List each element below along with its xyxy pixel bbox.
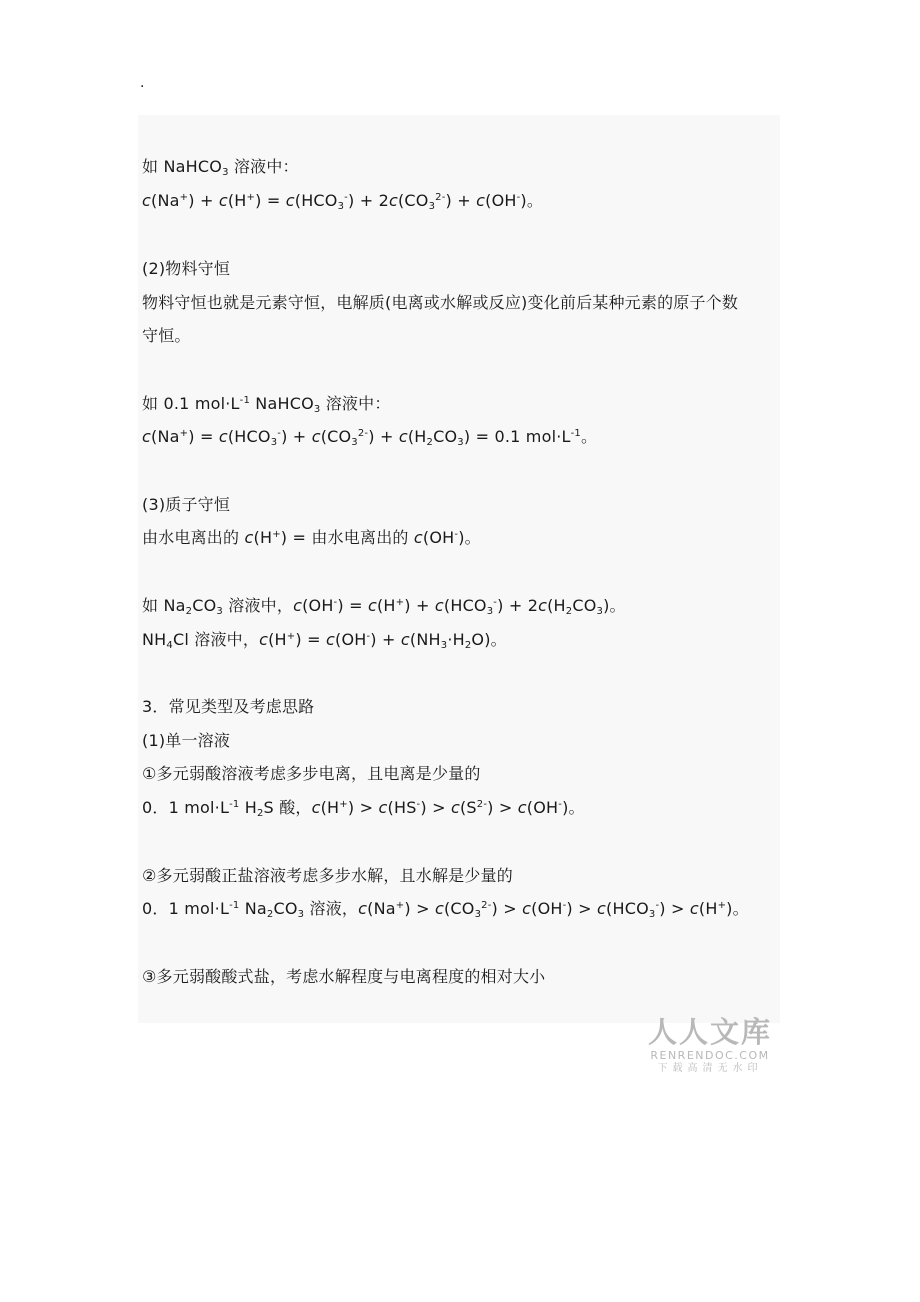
case2-example: 0．1 $mol\cdot L^{-1}$ $Na_2CO_3$ 溶液，$c(Na^+) > c(CO_3^{2-}) > c(OH^-) > c(HCO_3^-) > c(H^+)$。 <box>142 899 749 920</box>
material-balance-equation: $c(Na^+) = c(HCO_3^-) + c(CO_3^{2-}) + c(H_2CO_3) = 0.1$ $mol\cdot L^{-1}$。 <box>142 427 598 448</box>
material-example-intro: 如 0.1 $mol\cdot L^{-1}$ NaHCO$_3$ 溶液中： <box>142 394 391 415</box>
material-balance-definition: 物料守恒也就是元素守恒，电解质(电离或水解或反应)变化前后某种元素的原子个数 <box>142 293 739 312</box>
section-material-balance-title: (2)物料守恒 <box>142 259 231 278</box>
proton-balance-definition: 由水电离出的 c(H+) = 由水电离出的 c(OH-)。 <box>142 528 481 547</box>
case3-title: ③多元弱酸酸式盐，考虑水解程度与电离程度的相对大小 <box>142 967 546 986</box>
case1-example: 0．1 $mol\cdot L^{-1}$ $H_2S$ 酸，$c(H^+) > c(HS^-) > c(S^{2-}) > c(OH^-)$。 <box>142 798 585 819</box>
section-proton-balance-title: (3)质子守恒 <box>142 495 231 514</box>
case1-title: ①多元弱酸溶液考虑多步电离，且电离是少量的 <box>142 764 481 783</box>
material-balance-definition-cont: 守恒。 <box>142 326 191 345</box>
proton-example-na2co3: 如 $Na_2CO_3$ 溶液中，$c(OH^-) = c(H^+) + c(HCO_3^-) + 2c(H_2CO_3)$。 <box>142 596 626 617</box>
charge-example-intro: 如 NaHCO$_3$ 溶液中： <box>142 157 299 178</box>
charge-balance-equation: $c(Na^+) + c(H^+) = c(HCO_3^-) + 2c(CO_3^{2-}) + c(OH^-)$。 <box>142 191 544 212</box>
section-common-types-title: 3．常见类型及考虑思路 <box>142 697 315 716</box>
watermark-url: RENRENDOC.COM <box>650 1049 770 1062</box>
proton-example-nh4cl: $NH_4Cl$ 溶液中，$c(H^+) = c(OH^-) + c(NH_3\cdot H_2O)$。 <box>142 630 507 651</box>
page-mark: . <box>140 75 145 91</box>
watermark-logo: 人人文库 <box>648 1015 773 1049</box>
content-background <box>138 115 780 1023</box>
watermark <box>648 1016 772 1075</box>
case2-title: ②多元弱酸正盐溶液考虑多步水解，且水解是少量的 <box>142 866 513 885</box>
watermark-tagline: 下载高清无水印 <box>657 1063 763 1074</box>
subsection-single-solution: (1)单一溶液 <box>142 731 231 750</box>
